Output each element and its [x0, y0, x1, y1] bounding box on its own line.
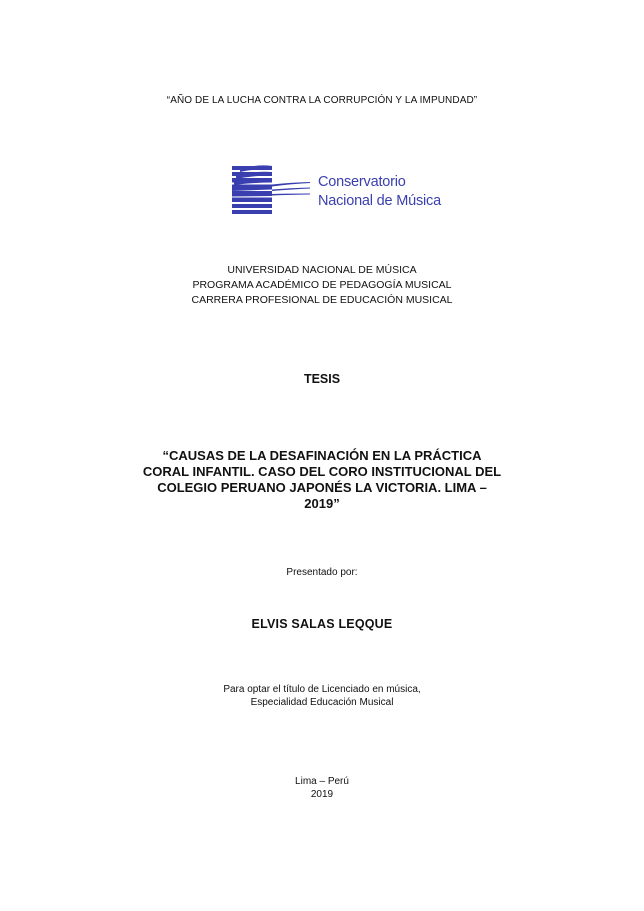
author-name: ELVIS SALAS LEQQUE	[251, 617, 393, 631]
logo-line-1: Conservatorio	[318, 174, 406, 190]
purpose-line-1: Para optar el título de Licenciado en música,	[223, 684, 421, 695]
title-line: “CAUSAS DE LA DESAFINACIÓN EN LA PRÁCTICA	[162, 448, 482, 463]
degree-purpose	[0, 683, 644, 709]
place-and-year	[0, 775, 644, 801]
logo-wordmark	[318, 173, 441, 211]
career-name: CARRERA PROFESIONAL DE EDUCACIÓN MUSICAL	[191, 294, 453, 306]
place: Lima – Perú	[295, 776, 349, 787]
institution-block	[0, 263, 644, 308]
presented-by-label: Presentado por:	[286, 567, 358, 578]
cnm-logo-icon	[232, 160, 312, 220]
program-name: PROGRAMA ACADÉMICO DE PEDAGOGÍA MUSICAL	[192, 279, 452, 291]
title-line: 2019”	[304, 496, 340, 511]
thesis-title	[110, 448, 534, 512]
year: 2019	[310, 789, 334, 800]
logo-line-2: Nacional de Música	[318, 193, 441, 209]
title-line: COLEGIO PERUANO JAPONÉS LA VICTORIA. LIMA –	[157, 480, 487, 495]
institution-logo	[232, 160, 472, 220]
purpose-line-2: Especialidad Educación Musical	[250, 697, 394, 708]
title-line: CORAL INFANTIL. CASO DEL CORO INSTITUCIONAL DEL	[142, 464, 502, 479]
year-motto: “AÑO DE LA LUCHA CONTRA LA CORRUPCIÓN Y LA IMPUNDAD”	[166, 95, 478, 106]
university-name: UNIVERSIDAD NACIONAL DE MÚSICA	[227, 264, 417, 276]
document-type: TESIS	[303, 372, 341, 386]
